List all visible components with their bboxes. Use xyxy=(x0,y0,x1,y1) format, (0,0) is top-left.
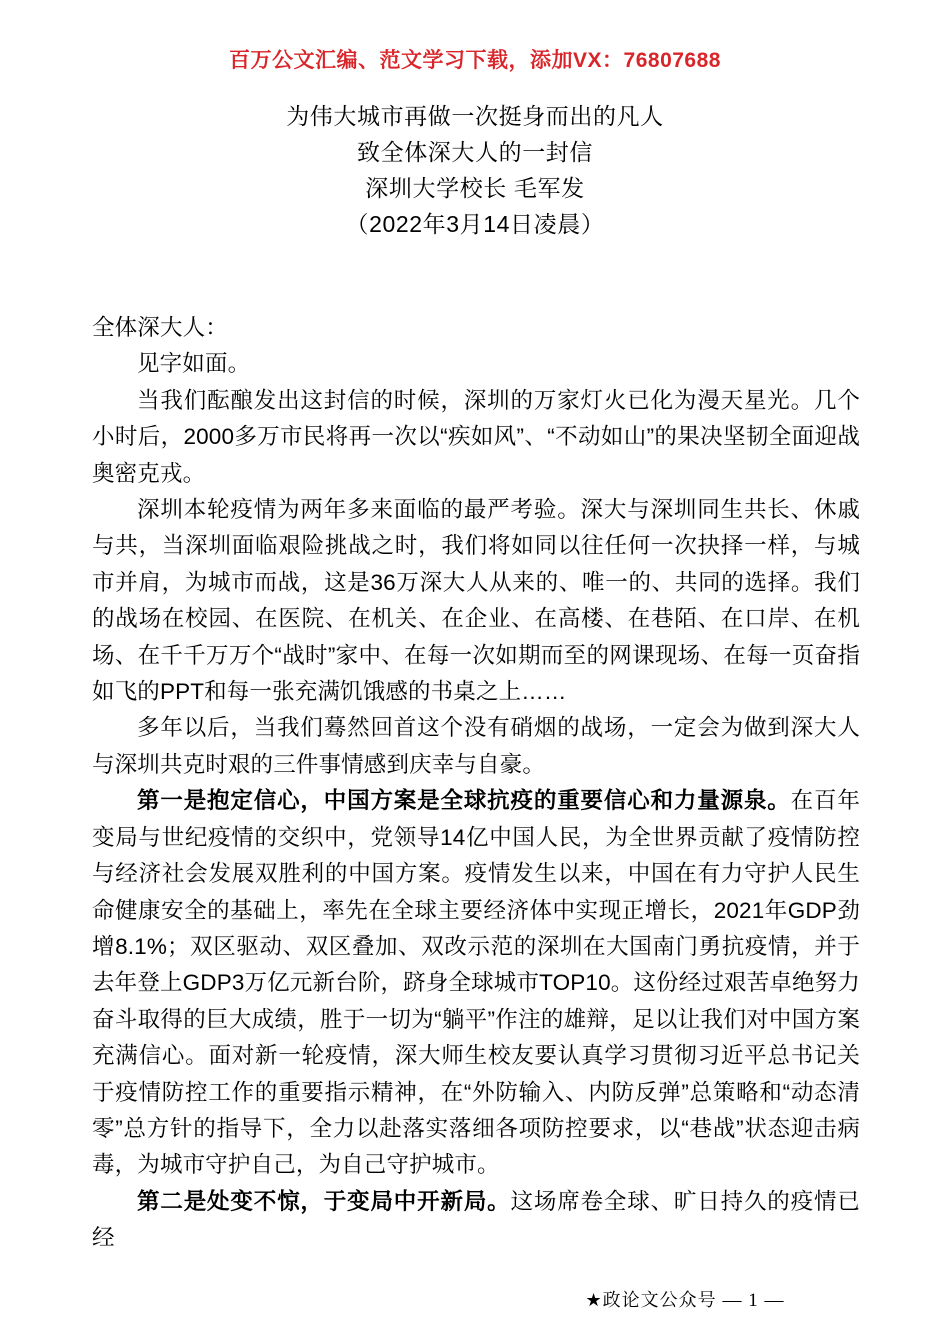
paragraph-greeting xyxy=(92,346,860,382)
paragraph-text: 见字如面。 xyxy=(137,351,251,377)
title-line-date: （2022年3月14日凌晨） xyxy=(345,211,605,237)
document-title-block xyxy=(0,98,950,242)
promo-watermark-banner: 百万公文汇编、范文学习下载，添加VX：76807688 xyxy=(229,49,721,72)
paragraph-text: 多年以后，当我们蓦然回首这个没有硝烟的战场，一定会为做到深大人与深圳共克时艰的三件事情感到庆幸与自豪。 xyxy=(92,715,860,777)
title-line-author: 深圳大学校长 毛军发 xyxy=(365,175,585,201)
paragraph-lead-point-two: 第二是处变不惊，于变局中开新局。 xyxy=(137,1188,511,1214)
paragraph-text: 在百年变局与世纪疫情的交织中，党领导14亿中国人民，为全世界贡献了疫情防控与经济社会发展双胜利的中国方案。疫情发生以来，中国在有力守护人民生命健康安全的基础上，率先在全球主要经济体中实现正增长，2021年GDP劲增8.1%；双区驱动、双区叠加、双改示范的深圳在大国南门勇抗疫情，并于去年登上GDP3万亿元新台阶，跻身全球城市TOP10。这份经过艰苦卓绝努力奋斗取得的巨大成绩，胜于一切为“躺平”作注的雄辩，足以让我们对中国方案充满信心。面对新一轮疫情，深大师生校友要认真学习贯彻习近平总书记关于疫情防控工作的重要指示精神，在“外防输入、内防反弹”总策略和“动态清零”总方针的指导下，全力以赴落实落细各项防控要求，以“巷战”状态迎击病毒，为城市守护自己，为自己守护城市。 xyxy=(92,788,860,1178)
paragraph-opening xyxy=(92,383,860,492)
paragraph-years-later xyxy=(92,710,860,783)
page-number-marker: — 1 — xyxy=(722,1290,785,1311)
paragraph-text: 这场席卷全球、旷日持久的疫情已经 xyxy=(92,1188,860,1251)
page-footer xyxy=(0,1286,950,1312)
title-line-main: 为伟大城市再做一次挺身而出的凡人 xyxy=(286,103,664,129)
salutation-line: 全体深大人： xyxy=(92,315,228,340)
title-line-subtitle: 致全体深大人的一封信 xyxy=(357,139,593,165)
paragraph-point-one xyxy=(92,783,860,1183)
footer-brand-label: ★政论文公众号 xyxy=(585,1290,717,1310)
paragraph-text: 深圳本轮疫情为两年多来面临的最严考验。深大与深圳同生共长、休戚与共，当深圳面临艰险挑战之时，我们将如同以往任何一次抉择一样，与城市并肩，为城市而战，这是36万深大人从来的、唯一的、共同的选择。我们的战场在校园、在医院、在机关、在企业、在高楼、在巷陌、在口岸、在机场、在千千万万个“战时”家中、在每一次如期而至的网课现场、在每一页奋指如飞的PPT和每一张充满饥饿感的书桌之上…… xyxy=(92,497,860,705)
paragraph-text: 当我们酝酿发出这封信的时候，深圳的万家灯火已化为漫天星光。几个小时后，2000多万市民将再一次以“疾如风”、“不动如山”的果决坚韧全面迎战奥密克戎。 xyxy=(92,387,860,486)
paragraph-point-two xyxy=(92,1184,860,1257)
footer-inner xyxy=(586,1286,785,1312)
paragraph-lead-point-one: 第一是抱定信心，中国方案是全球抗疫的重要信心和力量源泉。 xyxy=(137,788,791,814)
paragraph-battlefield xyxy=(92,492,860,710)
document-body xyxy=(92,310,860,1257)
